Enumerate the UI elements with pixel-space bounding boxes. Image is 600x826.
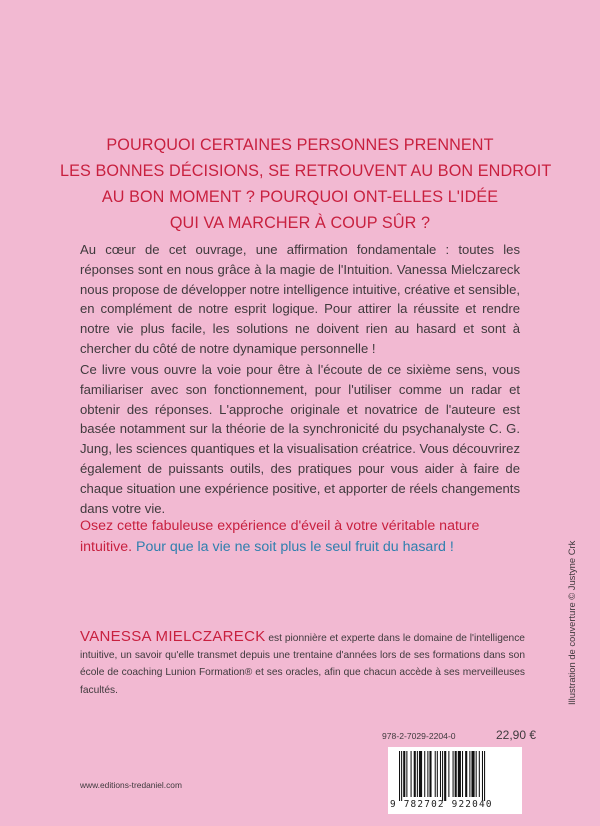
synopsis-paragraph-1: Au cœur de cet ouvrage, une affirmation fondamentale : toutes les réponses sont en nous grâce à la magie de l'Intuition. Vanessa Mielczareck nous propose de développer notre intelligence intuitive, créative et sensible, en complément de notre esprit logique. Pour attirer la réussite et rendre notre vie plus facile, les solutions ne doivent rien au hasard et sont à chercher du côté de notre dynamique personnelle ! bbox=[80, 242, 520, 356]
price-label: 22,90 € bbox=[496, 728, 537, 742]
author-bio bbox=[80, 628, 525, 699]
headline-line: QUI VA MARCHER À COUP SÛR ? bbox=[169, 214, 431, 232]
headline-line: POURQUOI CERTAINES PERSONNES PRENNENT bbox=[106, 136, 494, 154]
headline-line: LES BONNES DÉCISIONS, SE RETROUVENT AU BON ENDROIT bbox=[60, 162, 552, 180]
cta-blue-text: Pour que la vie ne soit plus le seul fruit du hasard ! bbox=[136, 539, 454, 555]
isbn-number: 978-2-7029-2204-0 bbox=[382, 731, 456, 741]
publisher-website: www.editions-tredaniel.com bbox=[80, 780, 182, 790]
synopsis-paragraph-2: Ce livre vous ouvre la voie pour être à l'écoute de ce sixième sens, vous familiariser avec son fonctionnement, pour l'utiliser comme un radar et obtenir des réponses. L'approche originale et novatrice de l'auteure est basée notamment sur la théorie de la synchronicité du psychanalyste C. G. Jung, les sciences quantiques et la visualisation créatrice. Vous découvrirez également de puissants outils, des pratiques pour vous aider à faire de chaque situation une expérience positive, et apporter de réels changements dans votre vie. bbox=[80, 362, 520, 516]
headline-line: AU BON MOMENT ? POURQUOI ONT-ELLES L'IDÉE bbox=[101, 188, 499, 206]
barcode-bars-icon bbox=[393, 751, 517, 801]
barcode bbox=[388, 747, 522, 814]
cta-red-text: Osez cette fabuleuse expérience d'éveil à votre véritable nature intuitive. bbox=[80, 518, 480, 555]
headline bbox=[60, 132, 552, 236]
call-to-action bbox=[80, 516, 525, 558]
illustration-credit: Illustration de couverture © Justyne Crk bbox=[566, 540, 577, 705]
author-name: VANESSA MIELCZARECK bbox=[80, 628, 266, 645]
author-bio-text: est pionnière et experte dans le domaine de l'intelligence intuitive, un savoir qu'elle transmet depuis une trentaine d'années lors de ses formations dans son école de coaching Lunion Formation® et ses oracles, afin que chacun accède à ses merveilleuses facultés. bbox=[80, 633, 525, 696]
barcode-digits: 9 782702 922040 bbox=[390, 799, 493, 810]
